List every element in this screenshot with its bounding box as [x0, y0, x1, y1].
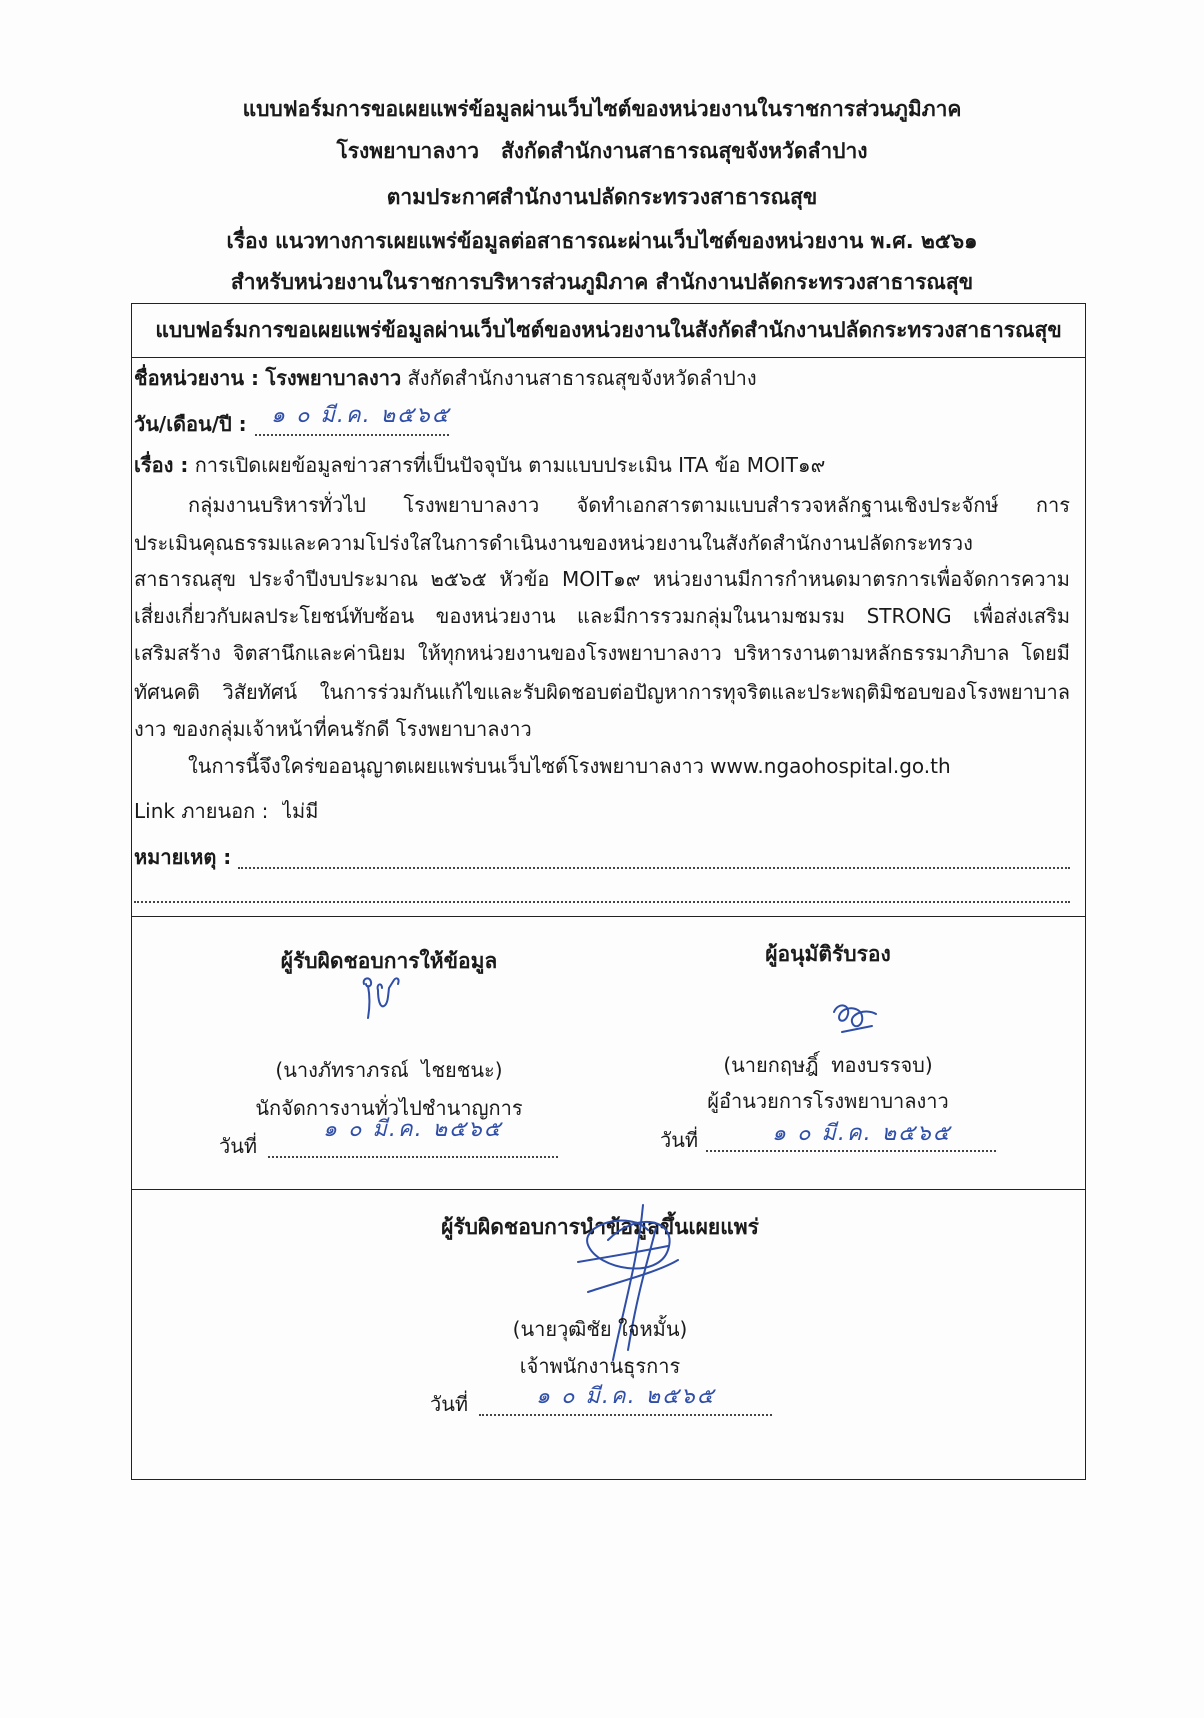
- row-divider-publisher: [131, 1189, 1086, 1190]
- header-line-5: สำหรับหน่วยงานในราชการบริหารส่วนภูมิภาค สำนักงานปลัดกระทรวงสาธารณสุข: [230, 270, 974, 294]
- row-divider-title: [131, 357, 1086, 358]
- header-line-4: เรื่อง แนวทางการเผยแพร่ข้อมูลต่อสาธารณะผ่านเว็บไซต์ของหน่วยงาน พ.ศ. ๒๕๖๑: [226, 229, 978, 253]
- body-line: ทัศนคติ วิสัยทัศน์ ในการร่วมกันแก้ไขและรับผิดชอบต่อปัญหาการทุจริตและประพฤติมิชอบของโรงพยาบาล: [134, 680, 1070, 704]
- header-line-2: โรงพยาบาลงาว สังกัดสำนักงานสาธารณสุขจังหวัดลำปาง: [336, 139, 868, 163]
- body-line: ประเมินคุณธรรมและความโปร่งใสในการดำเนินงานของหน่วยงานในสังกัดสำนักงานปลัดกระทรวง: [134, 531, 973, 555]
- provider-signature: [358, 972, 408, 1032]
- body-line: งาว ของกลุ่มเจ้าหน้าที่คนรักดี โรงพยาบาลงาว: [134, 717, 532, 741]
- agency-label: ชื่อหน่วยงาน :: [134, 366, 260, 390]
- agency-affiliation: สังกัดสำนักงานสาธารณสุขจังหวัดลำปาง: [407, 366, 757, 390]
- provider-position: นักจัดการงานทั่วไปชำนาญการ: [255, 1096, 523, 1120]
- provider-heading: ผู้รับผิดชอบการให้ข้อมูล: [280, 949, 498, 973]
- remark-dotted-line-2: [134, 891, 1070, 903]
- approver-name: (นายกฤษฎิ์ ทองบรรจบ): [723, 1053, 933, 1077]
- external-link-label: Link ภายนอก :: [134, 799, 269, 823]
- body-line: สาธารณสุข ประจำปีงบประมาณ ๒๕๖๕ หัวข้อ MOIT๑๙ หน่วยงานมีการกำหนดมาตรการเพื่อจัดการความ: [134, 567, 1070, 591]
- publisher-name: (นายวุฒิชัย ใจหมั้น): [512, 1317, 688, 1341]
- row-divider-signatures: [131, 916, 1086, 917]
- publisher-heading: ผู้รับผิดชอบการนำข้อมูลขึ้นเผยแพร่: [441, 1215, 759, 1239]
- body-line: กลุ่มงานบริหารทั่วไป โรงพยาบาลงาว จัดทำเอกสารตามแบบสำรวจหลักฐานเชิงประจักษ์ การ: [188, 493, 1070, 517]
- provider-handwritten-date: ๑ ๐ มี.ค. ๒๕๖๕: [323, 1117, 503, 1142]
- handwritten-date: ๑ ๐ มี.ค. ๒๕๖๕: [271, 403, 451, 428]
- publisher-position: เจ้าพนักงานธุรการ: [519, 1354, 681, 1378]
- subject-text: การเปิดเผยข้อมูลข่าวสารที่เป็นปัจจุบัน ตามแบบประเมิน ITA ข้อ MOIT๑๙: [194, 453, 826, 477]
- form-title: แบบฟอร์มการขอเผยแพร่ข้อมูลผ่านเว็บไซต์ของหน่วยงานในสังกัดสำนักงานปลัดกระทรวงสาธารณสุข: [155, 318, 1062, 342]
- date-label: วัน/เดือน/ปี :: [134, 412, 247, 436]
- header-line-1: แบบฟอร์มการขอเผยแพร่ข้อมูลผ่านเว็บไซต์ของหน่วยงานในราชการส่วนภูมิภาค: [242, 97, 962, 121]
- agency-line: [134, 360, 1074, 396]
- external-link-value: ไม่มี: [282, 799, 319, 823]
- approver-position: ผู้อำนวยการโรงพยาบาลงาว: [707, 1089, 949, 1113]
- subject-label: เรื่อง :: [134, 453, 189, 477]
- provider-date-label: วันที่: [219, 1134, 258, 1158]
- subject-line: [134, 447, 1074, 483]
- agency-name: โรงพยาบาลงาว: [265, 366, 402, 390]
- publish-request: ในการนี้จึงใคร่ขออนุญาตเผยแพร่บนเว็บไซต์โรงพยาบาลงาว www.ngaohospital.go.th: [188, 754, 951, 778]
- publisher-date-label: วันที่: [430, 1392, 469, 1416]
- publisher-handwritten-date: ๑ ๐ มี.ค. ๒๕๖๕: [536, 1384, 716, 1409]
- approver-handwritten-date: ๑ ๐ มี.ค. ๒๕๖๕: [772, 1121, 952, 1146]
- remark-label: หมายเหตุ :: [134, 845, 232, 869]
- provider-name: (นางภัทราภรณ์ ไชยชนะ): [275, 1058, 503, 1082]
- body-line: เสริมสร้าง จิตสานึกและค่านิยม ให้ทุกหน่วยงานของโรงพยาบาลงาว บริหารงานตามหลักธรรมาภิบาล โดยมี: [134, 641, 1070, 665]
- body-line: เสี่ยงเกี่ยวกับผลประโยชน์ทับซ้อน ของหน่วยงาน และมีการรวมกลุ่มในนามชมรม STRONG เพื่อส่งเสริม: [134, 604, 1070, 628]
- remark-dotted-line: [238, 857, 1070, 869]
- header-line-3: ตามประกาศสำนักงานปลัดกระทรวงสาธารณสุข: [386, 185, 818, 209]
- approver-date-label: วันที่: [660, 1128, 699, 1152]
- approver-heading: ผู้อนุมัติรับรอง: [765, 942, 891, 966]
- provider-date-dotted-line: [268, 1146, 558, 1158]
- approver-signature: [830, 1000, 882, 1040]
